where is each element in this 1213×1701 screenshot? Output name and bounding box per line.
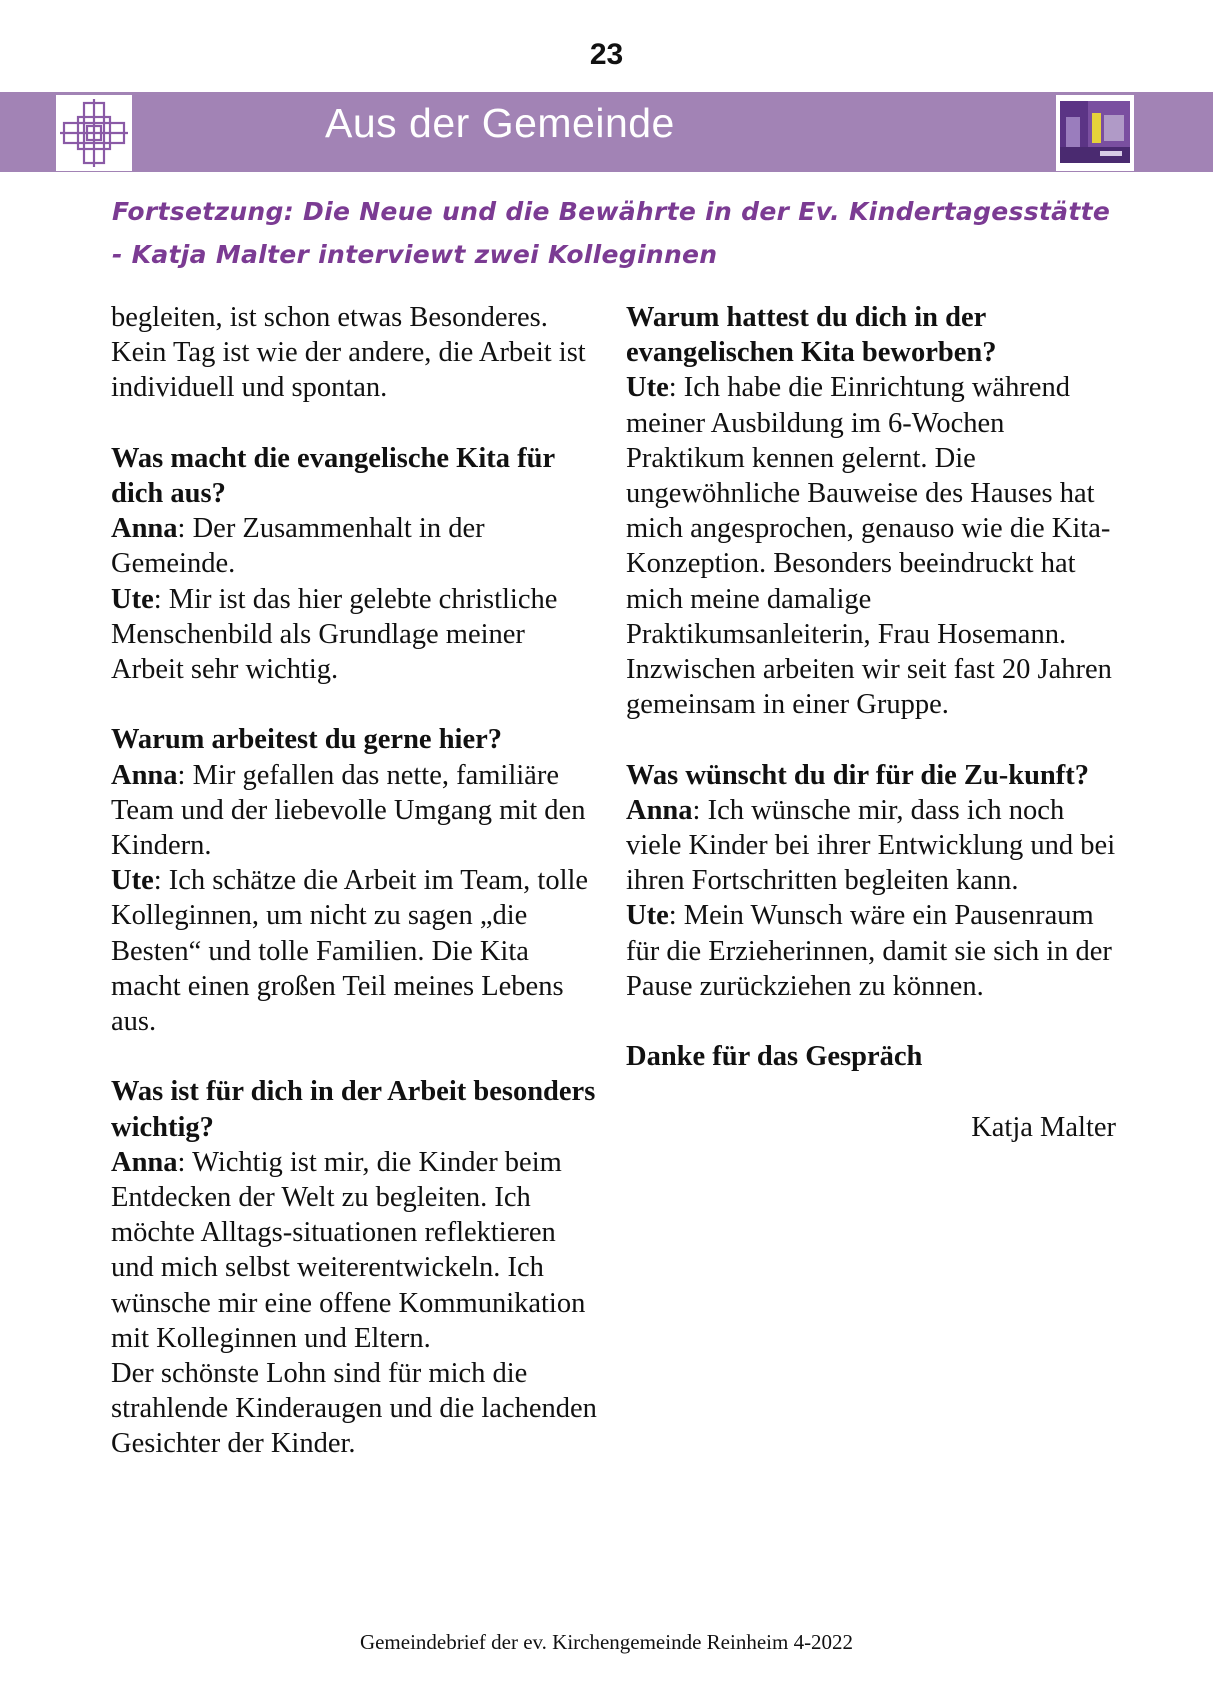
answer-text: : Ich wünsche mir, dass ich noch viele Kinder bei ihrer Entwicklung und bei ihren Fortschritten begleiten kann. [626,794,1116,897]
answer-text: : Ich schätze die Arbeit im Team, tolle Kolleginnen, um nicht zu sagen „die Besten“ und tolle Familien. Die Kita macht einen großen Teil meines Lebens aus. [111,865,589,1038]
speaker-ute: Ute [111,583,154,615]
author-signature: Katja Malter [971,1111,1116,1143]
article-heading-line1: Fortsetzung: Die Neue und die Bewährte in der Ev. Kindertagesstätte [112,197,1111,226]
question-kita-meaning: Was macht die evangelische Kita für dich aus? [111,442,555,509]
answer-anna [626,793,1116,899]
page-footer: Gemeindebrief der ev. Kirchengemeinde Reinheim 4-2022 [359,1630,854,1654]
church-cross-logo-icon [56,95,132,171]
answer-text: : Mir gefallen das nette, familiäre Team und der liebevolle Umgang mit den Kindern. [111,759,586,862]
speaker-ute: Ute [626,372,669,404]
question-why-work-here: Warum arbeitest du gerne hier? [111,724,503,756]
answer-text: : Der Zusammenhalt in der Gemeinde. [111,513,485,580]
speaker-ute: Ute [626,900,669,932]
question-future-wishes: Was wünscht du dir für die Zu-kunft? [626,759,1090,791]
question-why-applied: Warum hattest du dich in der evangelischen Kita beworben? [626,302,997,369]
speaker-anna: Anna [626,794,693,826]
speaker-anna: Anna [111,759,178,791]
speaker-anna: Anna [111,1146,178,1178]
answer-anna-continued: Der schönste Lohn sind für mich die strahlende Kinderaugen und die lachenden Gesichter der Kinder. [111,1358,597,1460]
intro-paragraph: begleiten, ist schon etwas Besonderes. Kein Tag ist wie der andere, die Arbeit ist individuell und spontan. [111,302,586,404]
answer-text: : Ich habe die Einrichtung während meiner Ausbildung im 6-Wochen Praktikum kennen gelernt. Die ungewöhnliche Bauweise des Hauses hat mich angesprochen, genauso wie die Kita-Konzeption. Besonders beeindruckt hat mich meine damalige Praktikumsanleiterin, Frau Hosemann. Inzwischen arbeiten wir seit fast 20 Jahren gemeinsam in einer Gruppe. [626,372,1112,721]
right-column [626,300,1116,1145]
speaker-anna: Anna [111,513,178,545]
answer-text: : Wichtig ist mir, die Kinder beim Entdecken der Welt zu begleiten. Ich möchte Alltags-situationen reflektieren und mich selbst weiterentwickeln. Ich wünsche mir eine offene Kommunikation mit Kolleginnen und Eltern. [111,1146,586,1354]
kita-building-photo [1056,95,1134,171]
question-important-in-work: Was ist für dich in der Arbeit besonders wichtig? [111,1076,596,1143]
answer-ute [111,863,601,1039]
answer-text: : Mir ist das hier gelebte christliche Menschenbild als Grundlage meiner Arbeit sehr wichtig. [111,583,558,686]
answer-text: : Mein Wunsch wäre ein Pausenraum für die Erzieherinnen, damit sie sich in der Pause zurückziehen zu können. [626,900,1112,1002]
article-heading-line2: - Katja Malter interviewt zwei Kolleginnen [112,240,718,269]
article-heading [112,190,1112,276]
answer-anna [111,1145,601,1356]
closing-thanks: Danke für das Gespräch [626,1041,923,1073]
page-number: 23 [589,38,624,71]
answer-ute [626,370,1116,722]
answer-anna [111,511,601,581]
section-title: Aus der Gemeinde [325,100,675,146]
answer-anna [111,758,601,864]
speaker-ute: Ute [111,865,154,897]
answer-ute [626,898,1116,1004]
answer-ute [111,582,601,688]
left-column [111,300,601,1462]
